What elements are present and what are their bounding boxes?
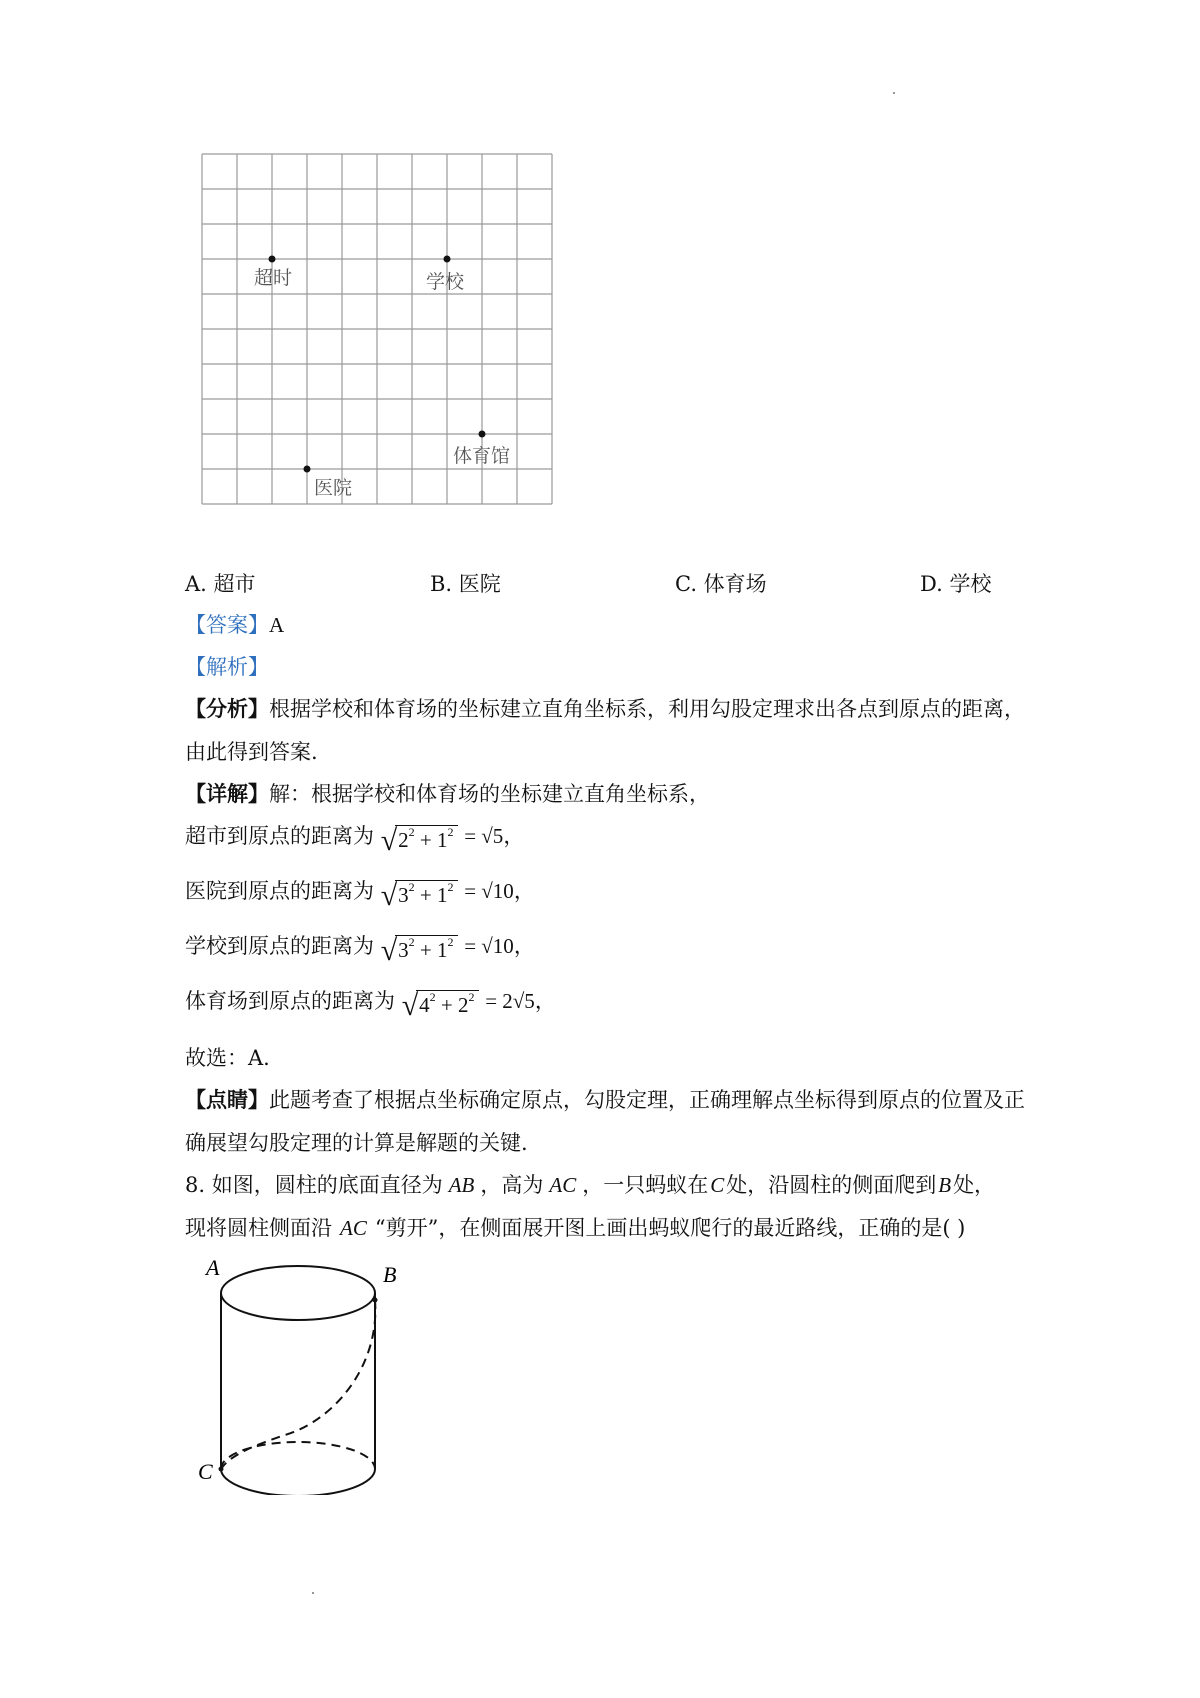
dianjing-tag: 【点睛】 <box>185 1087 269 1112</box>
distance-result: 2√5 <box>502 989 535 1013</box>
answer-value: A <box>269 613 285 637</box>
segment-ac: AC <box>340 1216 367 1240</box>
cylinder-label-c: C <box>198 1459 213 1484</box>
fenxi-text1: 根据学校和体育场的坐标建立直角坐标系，利用勾股定理求出各点到原点的距离， <box>269 697 1025 721</box>
distance-result: √10 <box>481 879 514 903</box>
cylinder-label-a: A <box>206 1255 220 1280</box>
dianjing-line2: 确展望勾股定理的计算是解题的关键. <box>185 1131 528 1155</box>
dianjing-text1: 此题考查了根据点坐标确定原点，勾股定理，正确理解点坐标得到原点的位置及正 <box>269 1088 1025 1112</box>
label-hospital: 医院 <box>314 477 353 499</box>
segment-ab: AB <box>448 1173 475 1197</box>
point-c-dot <box>219 1467 224 1472</box>
page-dot-bottom <box>312 1592 314 1594</box>
cylinder-bottom-back-arc <box>221 1442 375 1469</box>
xiangjie-line <box>185 778 710 808</box>
point-hospital <box>304 466 311 473</box>
option-c: C. 体育场 <box>675 572 767 596</box>
option-d: D. 学校 <box>920 572 992 596</box>
distance-result: √5 <box>481 824 504 848</box>
distance-prefix: 体育场到原点的距离为 <box>185 989 395 1013</box>
fenxi-line1 <box>185 693 1025 723</box>
xiangjie-tag: 【详解】 <box>185 781 269 806</box>
label-school: 学校 <box>426 271 465 293</box>
distance-line-school: 学校到原点的距离为 $√3^2 + 1^2 = √10$， <box>185 930 535 965</box>
option-b: B. 医院 <box>430 572 501 596</box>
cylinder-top-ellipse <box>221 1266 375 1320</box>
option-a: A. 超市 <box>185 572 256 596</box>
ant-path-curve <box>221 1300 375 1469</box>
guxuan-line: 故选：A. <box>185 1046 270 1070</box>
point-b: B <box>938 1173 952 1197</box>
answer-line <box>185 609 284 639</box>
point-c: C <box>710 1173 725 1197</box>
distance-line-supermarket: 超市到原点的距离为 $√2^2 + 1^2 = √5$， <box>185 820 524 855</box>
radical-expr: $√4^2 + 2^2$ <box>402 986 479 1020</box>
fenxi-tag: 【分析】 <box>185 696 269 721</box>
analysis-tag: 【解析】 <box>185 655 269 679</box>
distance-prefix: 超市到原点的距离为 <box>185 824 374 848</box>
xiangjie-text: 解：根据学校和体育场的坐标建立直角坐标系， <box>269 782 710 806</box>
distance-result: √10 <box>481 934 514 958</box>
question8-line1: 8. 如图，圆柱的底面直径为 AB ，高为 AC ，一只蚂蚁在C处，沿圆柱的侧面爬到B处， <box>185 1173 996 1197</box>
point-school <box>444 256 451 263</box>
radical-expr: $√3^2 + 1^2$ <box>381 931 458 965</box>
cylinder-label-b: B <box>383 1262 397 1287</box>
radical-expr: $√3^2 + 1^2$ <box>381 876 458 910</box>
distance-line-gym: 体育场到原点的距离为 $√4^2 + 2^2 = 2√5$， <box>185 985 556 1020</box>
fenxi-line2: 由此得到答案. <box>185 740 318 764</box>
answer-tag: 【答案】 <box>185 613 269 637</box>
distance-line-hospital: 医院到原点的距离为 $√3^2 + 1^2 = √10$， <box>185 875 535 910</box>
question8-line2: 现将圆柱侧面沿 AC “剪开”，在侧面展开图上画出蚂蚁爬行的最近路线，正确的是( ) <box>185 1216 966 1240</box>
radical-expr: $√2^2 + 1^2$ <box>381 821 458 855</box>
cylinder-figure <box>195 1255 435 1495</box>
grid-map-figure <box>200 152 560 512</box>
cylinder-bottom-front-arc <box>221 1469 375 1495</box>
distance-prefix: 学校到原点的距离为 <box>185 934 374 958</box>
page-dot-top <box>893 92 895 94</box>
point-b-dot <box>373 1298 378 1303</box>
distance-prefix: 医院到原点的距离为 <box>185 879 374 903</box>
segment-ac: AC <box>549 1173 577 1197</box>
point-supermarket <box>269 256 276 263</box>
label-gym: 体育馆 <box>453 445 511 467</box>
point-gym <box>479 431 486 438</box>
dianjing-line1 <box>185 1084 1025 1114</box>
label-supermarket: 超时 <box>254 267 293 289</box>
